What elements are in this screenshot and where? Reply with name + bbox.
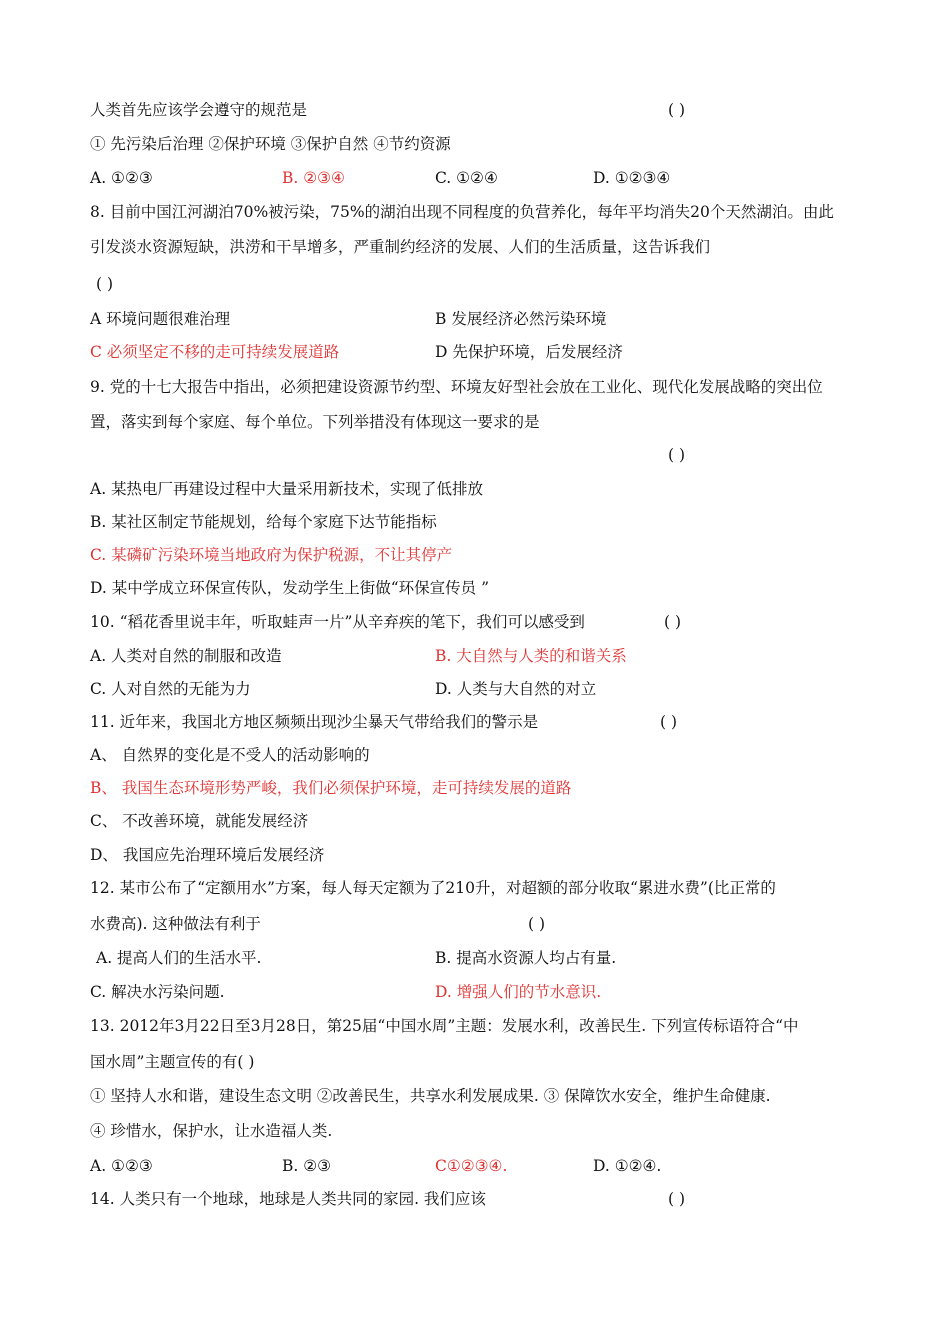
option-a: A. 提高人们的生活水平. — [96, 949, 262, 967]
option-c: C. ①②④ — [435, 169, 498, 187]
question-14-stem: 14. 人类只有一个地球，地球是人类共同的家园. 我们应该 — [90, 1190, 486, 1208]
question-9-line-1: 9. 党的十七大报告中指出，必须把建设资源节约型、环境友好型社会放在工业化、现代化发展战略的突出位 — [90, 378, 823, 396]
option-c-answer: C. 某磷矿污染环境当地政府为保护税源，不让其停产 — [90, 546, 453, 564]
option-a: A. ①②③ — [90, 1157, 153, 1175]
answer-parentheses: ( ) — [664, 613, 682, 631]
answer-parentheses: ( ) — [668, 1190, 686, 1208]
option-b: B. 某社区制定节能规划，给每个家庭下达节能指标 — [90, 513, 437, 531]
option-d: D. ①②③④ — [593, 169, 671, 187]
question-9-line-2: 置，落实到每个家庭、每个单位。下列举措没有体现这一要求的是 — [90, 413, 540, 431]
option-d: D. 人类与大自然的对立 — [435, 680, 597, 698]
option-c: C. 解决水污染问题. — [90, 983, 225, 1001]
option-b-answer: B. 大自然与人类的和谐关系 — [435, 647, 627, 665]
option-a: A、 自然界的变化是不受人的活动影响的 — [90, 746, 370, 764]
option-b-answer: B. ②③④ — [282, 169, 345, 187]
question-12-line-1: 12. 某市公布了“定额用水”方案，每人每天定额为了210升，对超额的部分收取“累进水费”(比正常的 — [90, 879, 776, 897]
option-a: A. ①②③ — [90, 169, 153, 187]
question-8-line-1: 8. 目前中国江河湖泊70%被污染，75%的湖泊出现不同程度的负营养化，每年平均消失20个天然湖泊。由此 — [90, 203, 834, 221]
statement-list-1: ① 坚持人水和谐，建设生态文明 ②改善民生，共享水利发展成果. ③ 保障饮水安全，维护生命健康. — [90, 1087, 771, 1105]
option-d-answer: D. 增强人们的节水意识. — [435, 983, 602, 1001]
option-b: B. 提高水资源人均占有量. — [435, 949, 617, 967]
option-c-answer: C 必须坚定不移的走可持续发展道路 — [90, 343, 340, 361]
answer-parentheses: ( ) — [668, 101, 686, 119]
option-b-answer: B、 我国生态环境形势严峻，我们必须保护环境，走可持续发展的道路 — [90, 779, 572, 797]
answer-parentheses: ( ) — [668, 446, 686, 464]
option-c-answer: C①②③④. — [435, 1157, 508, 1175]
statement-list-2: ④ 珍惜水，保护水，让水造福人类. — [90, 1122, 333, 1140]
option-c: C、 不改善环境，就能发展经济 — [90, 812, 309, 830]
question-12-line-2: 水费高). 这种做法有利于 — [90, 915, 261, 933]
question-11-stem: 11. 近年来，我国北方地区频频出现沙尘暴天气带给我们的警示是 — [90, 713, 539, 731]
option-d: D. 某中学成立环保宣传队，发动学生上街做“环保宣传员 ” — [90, 579, 490, 597]
question-13-line-1: 13. 2012年3月22日至3月28日，第25届“中国水周”主题：发展水利，改善民生. 下列宣传标语符合“中 — [90, 1017, 799, 1035]
question-13-line-2: 国水周”主题宣传的有( ) — [90, 1053, 255, 1071]
option-a: A. 人类对自然的制服和改造 — [90, 647, 282, 665]
question-8-line-2: 引发淡水资源短缺，洪涝和干旱增多，严重制约经济的发展、人们的生活质量，这告诉我们 — [90, 238, 711, 256]
option-c: C. 人对自然的无能为力 — [90, 680, 251, 698]
option-b: B. ②③ — [282, 1157, 332, 1175]
option-b: B 发展经济必然污染环境 — [435, 310, 607, 328]
answer-parentheses: ( ) — [528, 915, 546, 933]
statement-list: ① 先污染后治理 ②保护环境 ③保护自然 ④节约资源 — [90, 135, 451, 153]
option-d: D. ①②④. — [593, 1157, 662, 1175]
option-a: A 环境问题很难治理 — [90, 310, 231, 328]
question-stem: 人类首先应该学会遵守的规范是 — [90, 101, 308, 119]
option-a: A. 某热电厂再建设过程中大量采用新技术，实现了低排放 — [90, 480, 484, 498]
option-d: D、 我国应先治理环境后发展经济 — [90, 846, 325, 864]
question-10-stem: 10. “稻花香里说丰年，听取蛙声一片”从辛弃疾的笔下，我们可以感受到 — [90, 613, 585, 631]
option-d: D 先保护环境，后发展经济 — [435, 343, 623, 361]
answer-parentheses: ( ) — [660, 713, 678, 731]
answer-parentheses: ( ) — [96, 275, 114, 293]
